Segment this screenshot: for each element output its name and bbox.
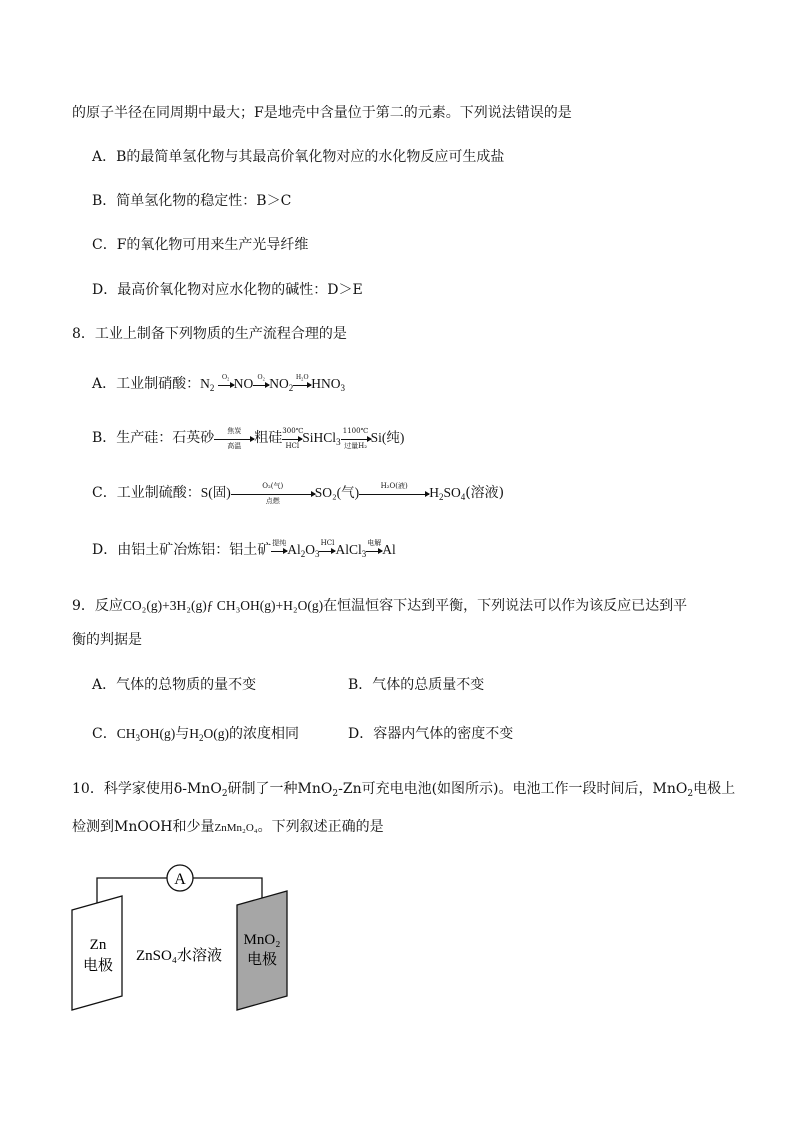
q8-a-label: A．工业制硝酸： <box>92 376 201 392</box>
mno2-electrode <box>237 891 287 1010</box>
q10-stem-line2: 检测到MnOOH和少量ZnMn₂O₄。下列叙述正确的是 <box>72 819 384 835</box>
q9-option-d: D．容器内气体的密度不变 <box>348 726 514 742</box>
ammeter-label: A <box>174 871 186 888</box>
q9-option-a: A．气体的总物质的量不变 <box>92 677 257 693</box>
q7-option-c: C．F的氧化物可用来生产光导纤维 <box>92 237 309 253</box>
q8-option-d: D．由铝土矿冶炼铝：铝土矿 提纯 $Al_2O_3$ HCl AlCl$_3$ 电解 Al <box>92 538 396 559</box>
q9-option-b: B．气体的总质量不变 <box>348 677 485 693</box>
zn-electrode <box>72 896 122 1010</box>
arrow-icon: 300℃ HCl <box>282 426 304 450</box>
battery-diagram <box>60 860 320 1020</box>
arrow-icon: H₂O(液) <box>359 493 429 494</box>
q8-option-b: B．生产硅：石英砂 焦炭 高温 粗硅 300℃ HCl SiHCl$_3$ 1100℃ 过量H₂ Si(纯) <box>92 426 405 450</box>
zn-electrode-sublabel: 电极 <box>82 958 114 974</box>
q8-a-equation: $N_2$ O₂ NO O₂ $NO_2$ H₂O $HNO_3$ <box>200 373 345 393</box>
q9-stem: 9．反应CO₂(g)+3H₂(g)ƒ CH₃OH(g)+H₂O(g)在恒温恒容下达到平衡，下列说法可以作为该反应已达到平 <box>72 598 688 614</box>
q9-equation: CO₂(g)+3H₂(g)ƒ CH₃OH(g)+H₂O(g) <box>122 598 324 613</box>
solution-label: ZnSO₄水溶液 <box>135 948 223 964</box>
q7-option-b: B．简单氢化物的稳定性：B＞C <box>92 193 292 209</box>
mno2-electrode-label: MnO₂ <box>243 932 281 948</box>
q8-stem: 8．工业上制备下列物质的生产流程合理的是 <box>72 326 347 342</box>
arrow-icon: H₂O <box>293 384 311 385</box>
arrow-icon: O₂ <box>218 384 234 385</box>
arrow-icon: 电解 <box>366 550 382 551</box>
arrow-icon: 1100℃ 过量H₂ <box>341 438 371 439</box>
arrow-icon: 提纯 <box>271 550 287 551</box>
arrow-icon: 焦炭 高温 <box>214 438 254 439</box>
q7-stem-tail: 的原子半径在同周期中最大；F是地壳中含量位于第二的元素。下列说法错误的是 <box>72 105 572 121</box>
arrow-icon: O₂ <box>253 384 269 385</box>
q8-option-a <box>92 374 345 398</box>
zn-electrode-label: Zn <box>89 937 107 953</box>
q7-option-a: A．B的最简单氢化物与其最高价氧化物对应的水化物反应可生成盐 <box>92 149 505 165</box>
q9-option-c: C．$CH_3OH(g)$与$H_2O(g)$的浓度相同 <box>92 726 299 743</box>
q7-option-d: D．最高价氧化物对应水化物的碱性：D＞E <box>92 282 363 298</box>
q8-option-c: C．工业制硫酸：S(固) O₂(气) 点燃 SO₂(气) H₂O(液) $H_2SO_4$(溶液) <box>92 481 505 505</box>
mno2-electrode-sublabel: 电极 <box>246 952 278 968</box>
q10-stem-line1: 10．科学家使用δ-MnO$_2$研制了一种MnO$_2$-Zn可充电电池(如图所示)。电池工作一段时间后，MnO$_2$电极上 <box>72 781 736 799</box>
arrow-icon: HCl <box>319 550 335 551</box>
q9-stem-line2: 衡的判据是 <box>72 632 142 648</box>
arrow-icon: O₂(气) 点燃 <box>231 493 315 494</box>
